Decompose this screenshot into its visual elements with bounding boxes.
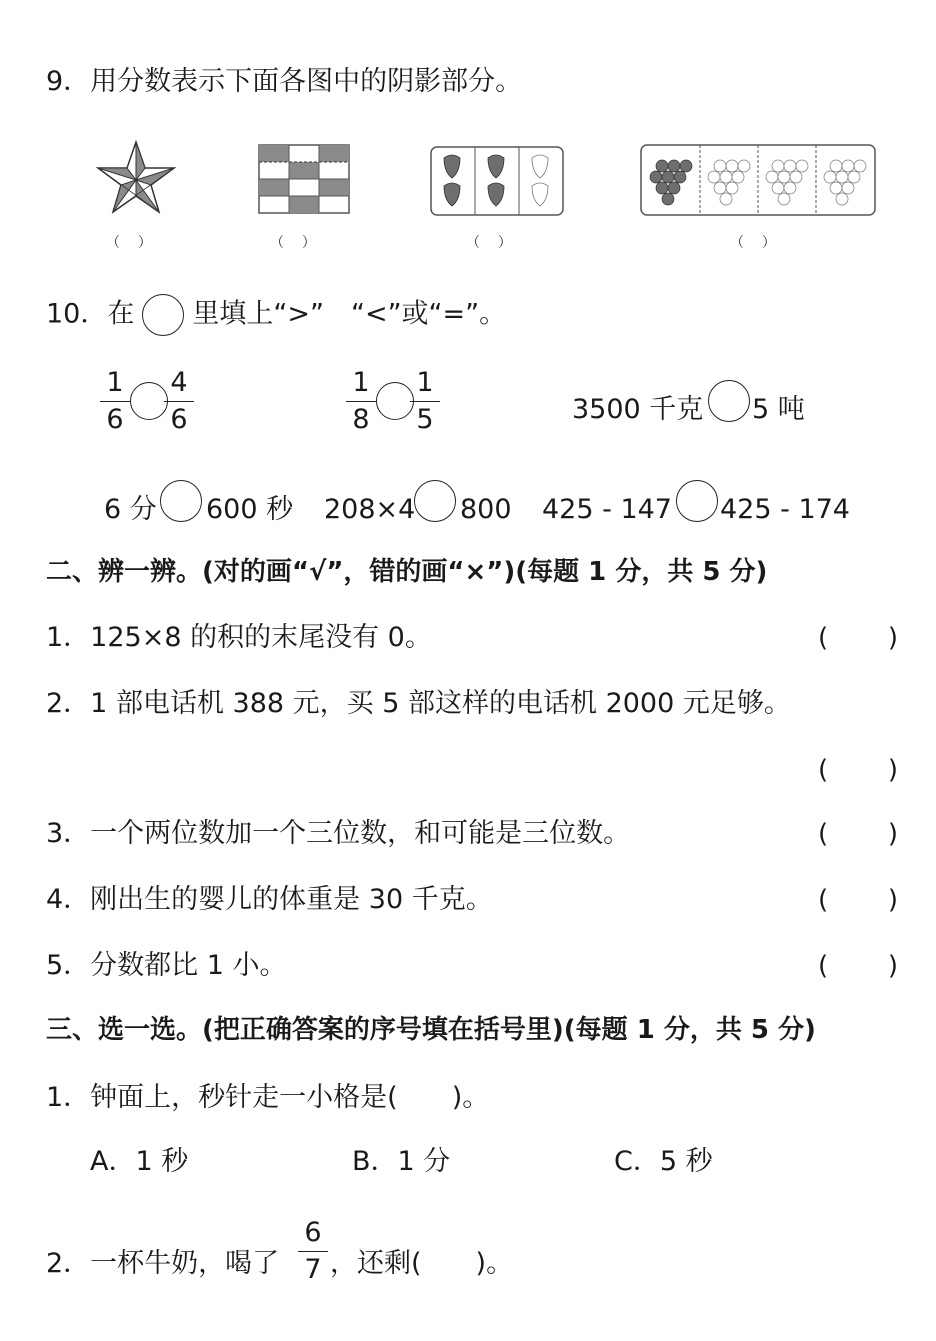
fraction-1-6: 1 6 xyxy=(100,368,130,435)
q10-label xyxy=(46,294,506,336)
fraction-1-8: 1 8 xyxy=(346,368,376,435)
judge-item-1: 1．125×8 的积的末尾没有 0。 xyxy=(46,622,432,653)
grid-icon xyxy=(258,144,350,214)
compare-right-800: 800 xyxy=(460,494,512,525)
compare-right-425-174: 425 - 174 xyxy=(720,494,850,525)
compare-circle-3[interactable] xyxy=(708,380,750,422)
compare-circle-5[interactable] xyxy=(414,480,456,522)
compare-right-5t: 5 吨 xyxy=(752,394,805,425)
option-a[interactable]: A．1 秒 xyxy=(90,1146,189,1177)
compare-left-208x4: 208×4 xyxy=(324,494,416,525)
q9-label: 9．用分数表示下面各图中的阴影部分。 xyxy=(46,66,523,97)
compare-left-3500kg: 3500 千克 xyxy=(572,394,704,425)
q10-prefix: 10．在 xyxy=(46,298,135,330)
section2-heading: 二、辨一辨。(对的画“√”，错的画“×”)(每题 1 分，共 5 分) xyxy=(46,557,768,587)
compare-circle-1[interactable] xyxy=(130,382,168,420)
compare-circle-4[interactable] xyxy=(160,480,202,522)
q10-suffix: 里填上“>” “<”或“=”。 xyxy=(192,298,507,330)
fraction-4-6: 4 6 xyxy=(164,368,194,435)
judge-item-2: 2．1 部电话机 388 元，买 5 部这样的电话机 2000 元足够。 xyxy=(46,688,791,719)
compare-circle-2[interactable] xyxy=(376,382,414,420)
answer-blank-3[interactable]: （ ） xyxy=(466,235,512,251)
fraction-6-7: 6 7 xyxy=(298,1218,328,1285)
compare-left-425-147: 425 - 147 xyxy=(542,494,672,525)
choice-question-2-before: 2．一杯牛奶，喝了 xyxy=(46,1248,280,1279)
judge-item-4: 4．刚出生的婴儿的体重是 30 千克。 xyxy=(46,884,493,915)
answer-blank-2[interactable]: （ ） xyxy=(270,235,316,251)
compare-left-6min: 6 分 xyxy=(104,494,157,525)
answer-blank-4[interactable]: （ ） xyxy=(730,235,776,251)
choice-question-1: 1．钟面上，秒针走一小格是( )。 xyxy=(46,1082,490,1113)
judge-item-5: 5．分数都比 1 小。 xyxy=(46,950,287,981)
star-icon xyxy=(96,140,176,216)
option-c[interactable]: C．5 秒 xyxy=(614,1146,713,1177)
option-b[interactable]: B．1 分 xyxy=(352,1146,451,1177)
answer-blank-1[interactable]: （ ） xyxy=(106,235,152,251)
section3-heading: 三、选一选。(把正确答案的序号填在括号里)(每题 1 分，共 5 分) xyxy=(46,1015,816,1045)
fraction-1-5: 1 5 xyxy=(410,368,440,435)
strawberry-icon xyxy=(430,146,564,216)
choice-question-2-after: ，还剩( )。 xyxy=(330,1248,514,1279)
compare-circle-6[interactable] xyxy=(676,480,718,522)
judge-item-3: 3．一个两位数加一个三位数，和可能是三位数。 xyxy=(46,818,631,849)
compare-right-600s: 600 秒 xyxy=(206,494,294,525)
circle-icon xyxy=(142,294,184,336)
grape-icon xyxy=(640,144,876,216)
